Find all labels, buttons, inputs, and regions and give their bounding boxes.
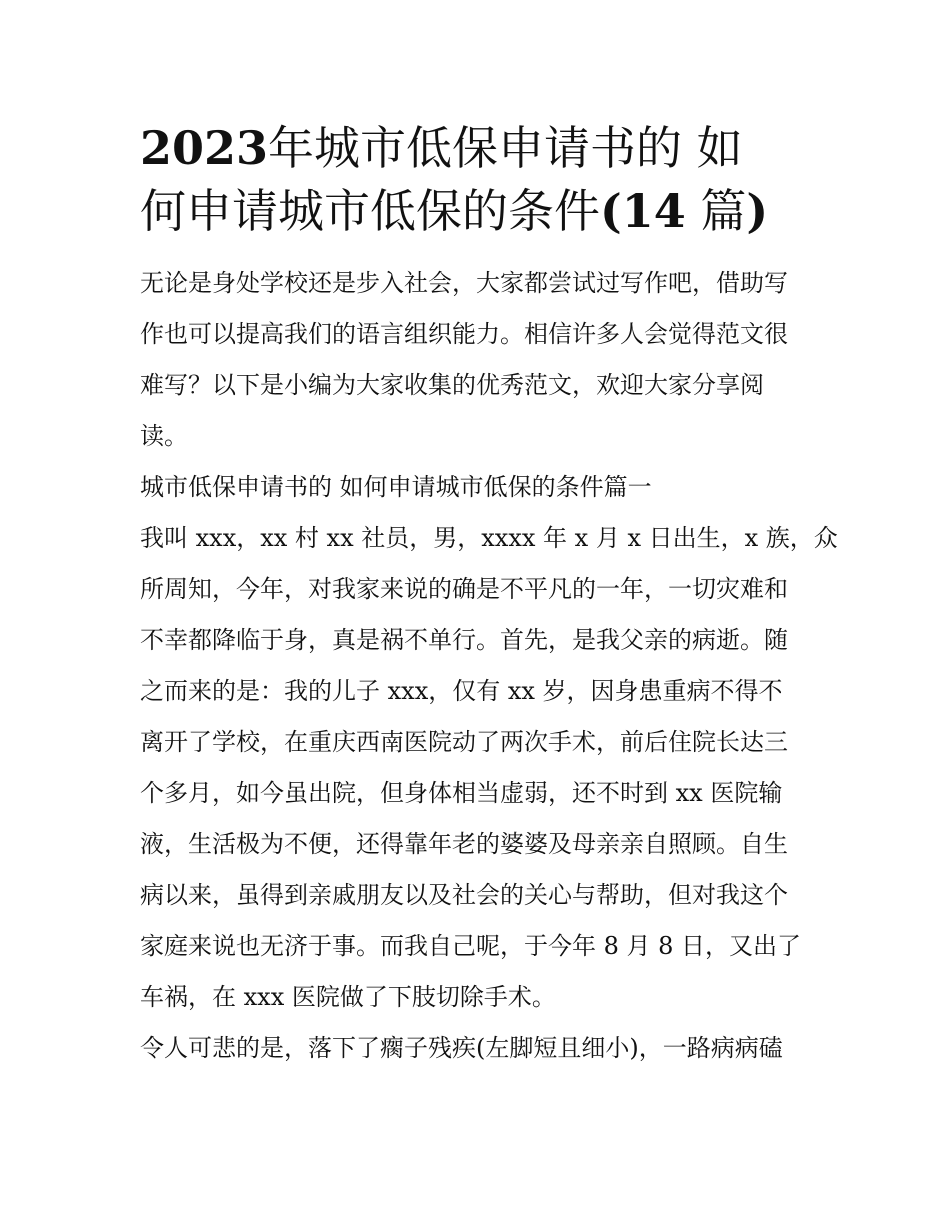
text-line: 所周知，今年，对我家来说的确是不平凡的一年，一切灾难和 [140,575,788,603]
title-segment: 2023 [140,121,269,175]
intro-paragraph [140,258,820,462]
title-line [140,181,820,241]
title-segment: 何申请城市低保的条件 [140,184,600,238]
text-line: 个多月，如今虽出院，但身体相当虚弱，还不时到 xx 医院输 [140,779,783,807]
text-line: 病以来，虽得到亲戚朋友以及社会的关心与帮助，但对我这个 [140,881,788,909]
body-paragraph-2 [140,1023,820,1074]
title-segment: 年城市低保申请书的 如 [268,121,743,175]
text-line: 城市低保申请书的 如何申请城市低保的条件篇一 [140,473,652,501]
section-heading [140,462,820,513]
document-body [140,258,838,1074]
text-line: 车祸，在 xxx 医院做了下肢切除手术。 [140,983,556,1011]
document-title [140,118,820,241]
text-line: 之而来的是：我的儿子 xxx，仅有 xx 岁，因身患重病不得不 [140,677,783,705]
title-line [140,118,820,178]
text-line: 离开了学校，在重庆西南医院动了两次手术，前后住院长达三 [140,728,788,756]
text-line: 我叫 xxx，xx 村 xx 社员，男，xxxx 年 x 月 x 日出生，x 族，众 [140,524,838,552]
text-line: 作也可以提高我们的语言组织能力。相信许多人会觉得范文很 [140,320,788,348]
text-line: 家庭来说也无济于事。而我自己呢，于今年 8 月 8 日，又出了 [140,932,802,960]
document-content [140,118,838,1074]
title-segment: ) [746,184,769,238]
text-line: 读。 [140,422,188,450]
text-line: 难写？以下是小编为大家收集的优秀范文，欢迎大家分享阅 [140,371,764,399]
title-segment: (14 [600,184,686,238]
body-paragraph-1 [140,513,838,1023]
text-line: 令人可悲的是，落下了瘸子残疾(左脚短且细小)，一路病病磕 [140,1034,783,1062]
title-segment: 篇 [685,184,747,238]
text-line: 无论是身处学校还是步入社会，大家都尝试过写作吧，借助写 [140,269,788,297]
text-line: 液，生活极为不便，还得靠年老的婆婆及母亲亲自照顾。自生 [140,830,788,858]
text-line: 不幸都降临于身，真是祸不单行。首先，是我父亲的病逝。随 [140,626,788,654]
